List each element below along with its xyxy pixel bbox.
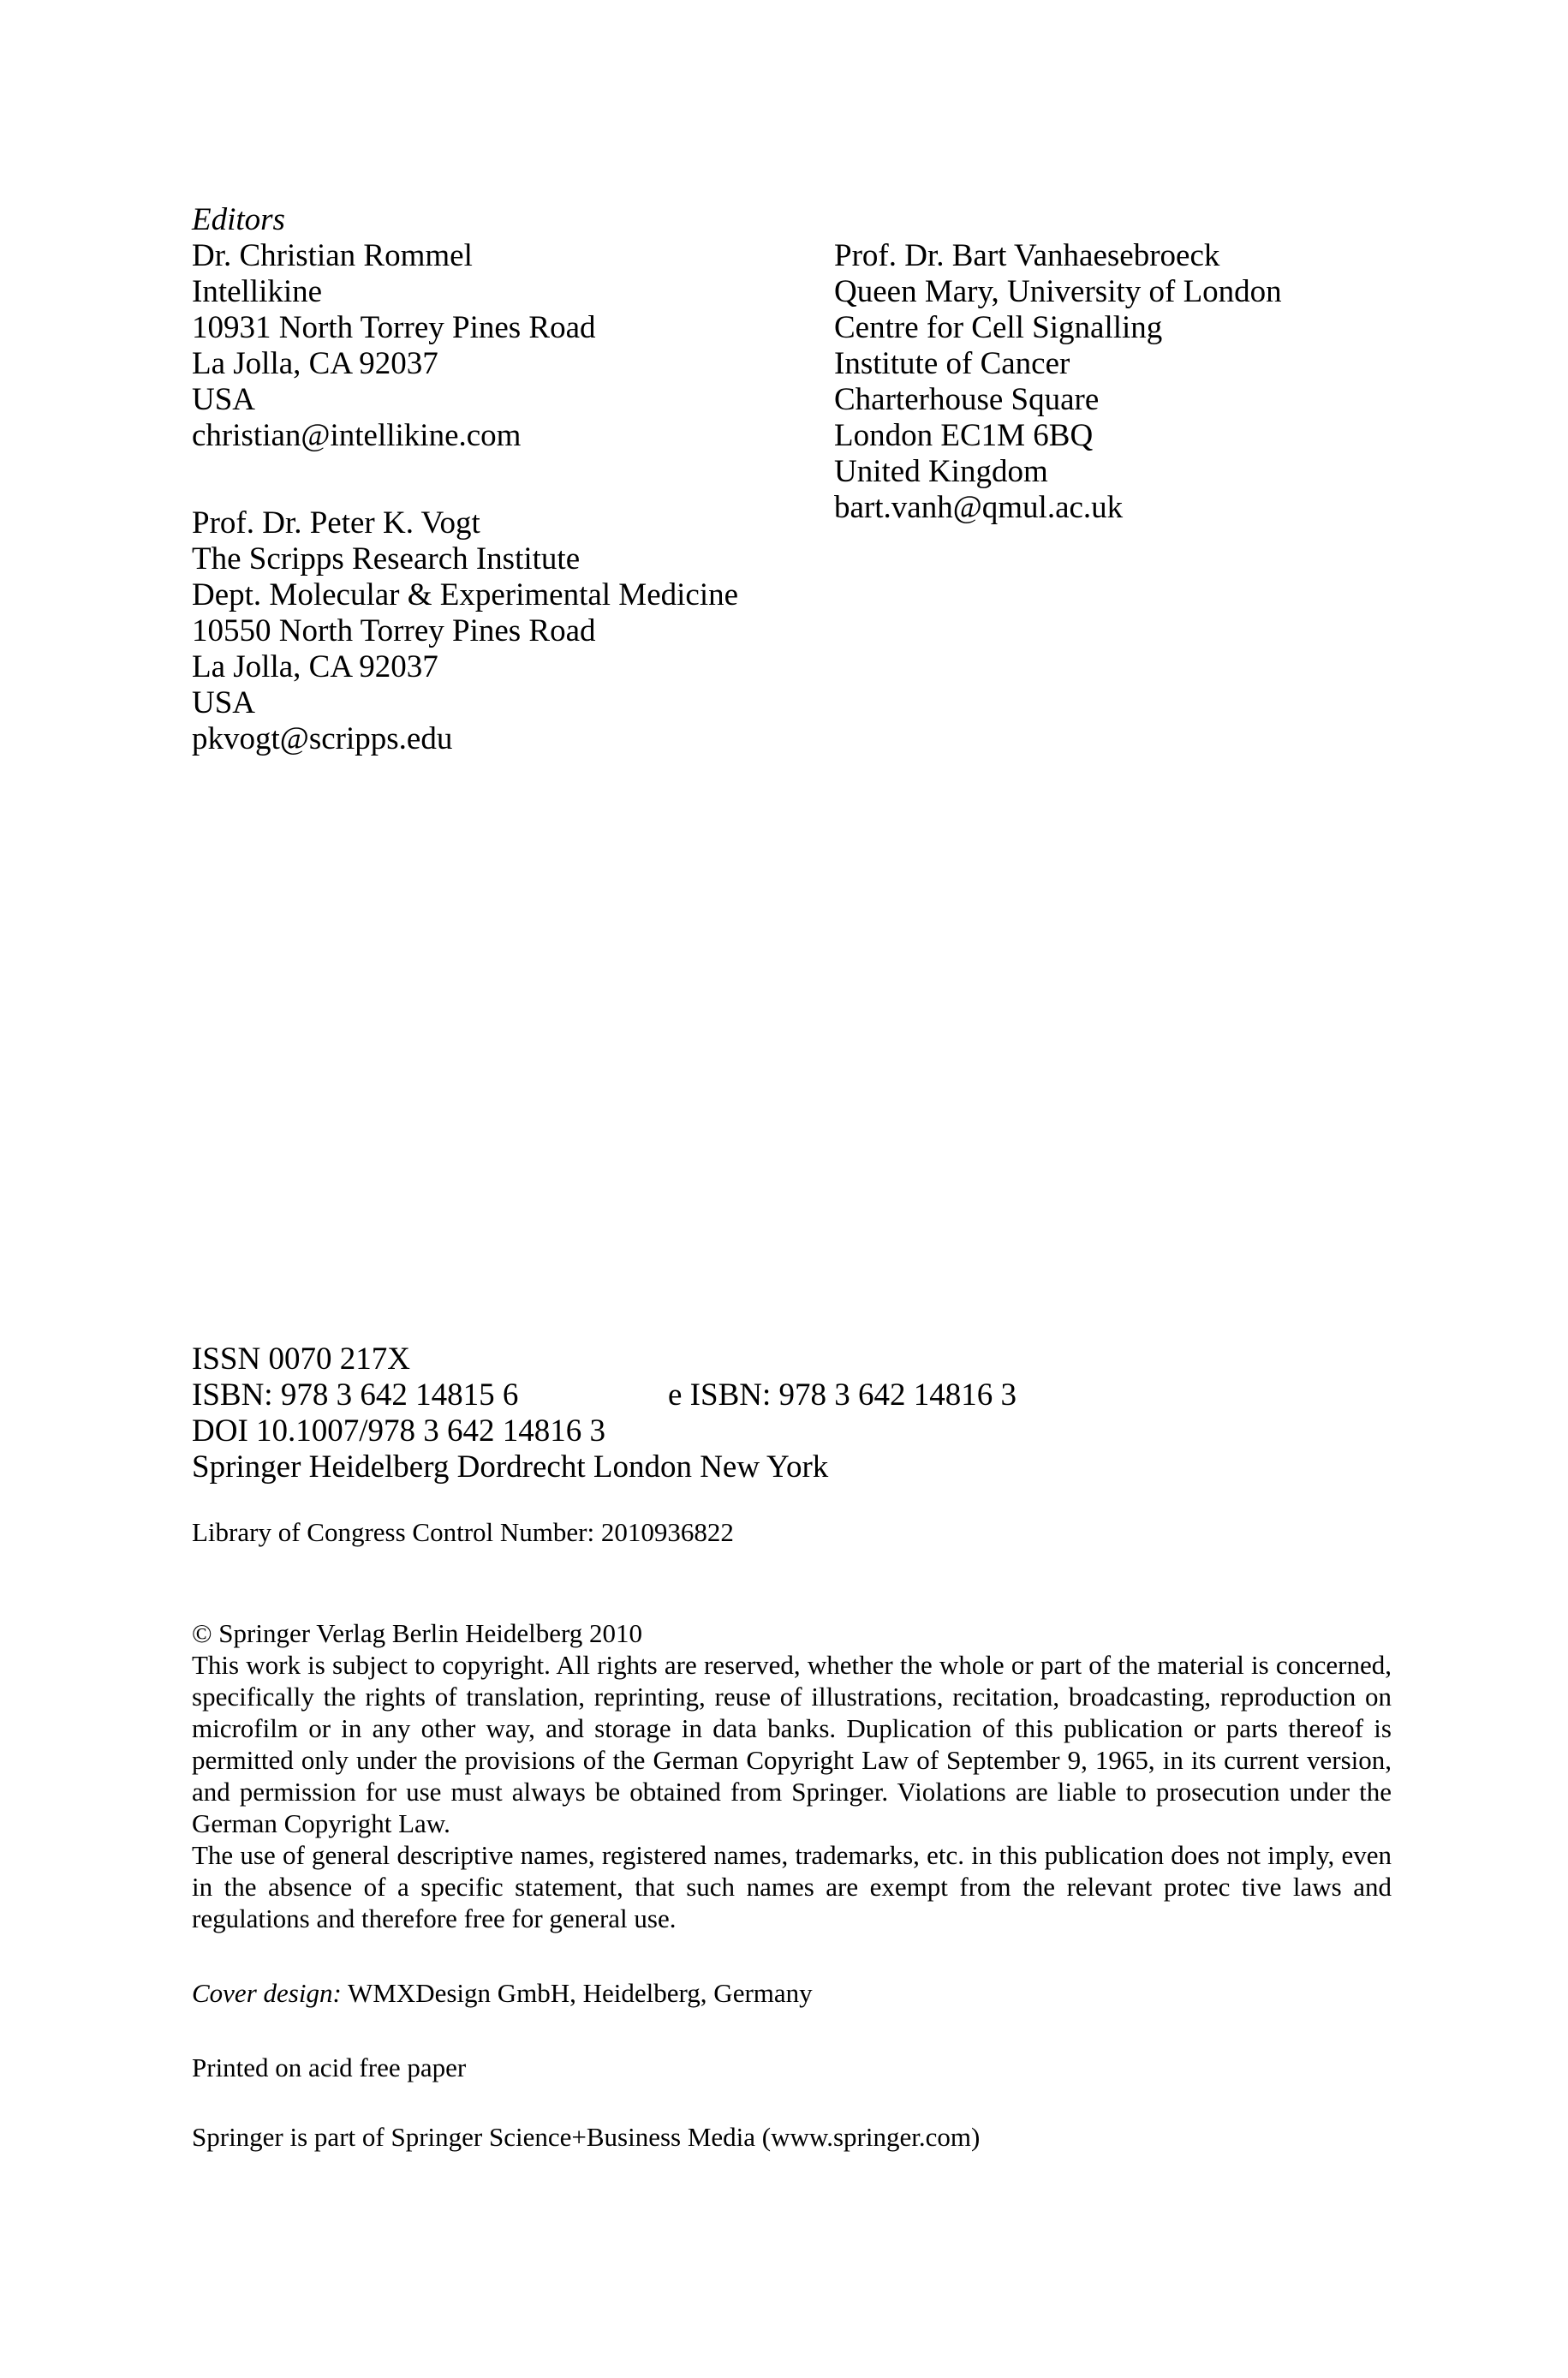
editor-address-vogt <box>192 505 738 757</box>
library-of-congress-number: Library of Congress Control Number: 2010936822 <box>192 1517 734 1547</box>
editor-email: christian@intellikine.com <box>192 418 522 453</box>
trademark-paragraph: The use of general descriptive names, registered names, trademarks, etc. in this publication does not imply, even in the absence of a specific statement, that such names are exempt from the relevant protec tive laws and regulations and therefore free for general use. <box>192 1840 1392 1933</box>
springer-part-line: Springer is part of Springer Science+Business Media (www.springer.com) <box>192 2122 981 2152</box>
editor-affiliation: Queen Mary, University of London <box>834 274 1282 309</box>
editors-heading: Editors <box>192 202 285 237</box>
editor-address-vanhaesebroeck <box>834 238 1282 526</box>
editor-department: Dept. Molecular & Experimental Medicine <box>192 577 739 612</box>
cover-design-label: Cover design: <box>192 1978 342 2008</box>
editor-street: 10931 North Torrey Pines Road <box>192 310 596 345</box>
editor-street: 10550 North Torrey Pines Road <box>192 613 596 648</box>
editor-affiliation: The Scripps Research Institute <box>192 541 581 577</box>
doi-line: DOI 10.1007/978 3 642 14816 3 <box>192 1413 606 1449</box>
editor-email: bart.vanh@qmul.ac.uk <box>834 490 1124 525</box>
cover-design-line <box>192 1977 813 2009</box>
copyright-paragraph: This work is subject to copyright. All rights are reserved, whether the whole or part of the material is concerned, specifically the rights of translation, reprinting, reuse of illustrations, recitation, broadcasting, reproduction on microfilm or in any other way, and storage in data banks. Duplication of this publication or parts thereof is permitted only under the provisions of the German Copyright Law of September 9, 1965, in its current version, and permission for use must always be obtained from Springer. Violations are liable to prosecution under the German Copyright Law. <box>192 1650 1392 1838</box>
issn-line: ISSN 0070 217X <box>192 1341 410 1377</box>
editor-country: USA <box>192 382 256 417</box>
editor-address-rommel <box>192 238 596 454</box>
editor-city: London EC1M 6BQ <box>834 418 1094 453</box>
editor-email: pkvogt@scripps.edu <box>192 721 453 756</box>
publisher-cities: Springer Heidelberg Dordrecht London New York <box>192 1449 829 1485</box>
isbn-line: ISBN: 978 3 642 14815 6 <box>192 1377 519 1413</box>
editor-institute: Institute of Cancer <box>834 346 1070 381</box>
editor-name: Dr. Christian Rommel <box>192 238 473 273</box>
editor-name: Prof. Dr. Peter K. Vogt <box>192 505 480 541</box>
editor-department: Centre for Cell Signalling <box>834 310 1163 345</box>
eisbn-line: e ISBN: 978 3 642 14816 3 <box>668 1377 1017 1413</box>
publication-identifiers <box>192 1341 1017 1485</box>
paper-note: Printed on acid free paper <box>192 2052 467 2082</box>
editor-city: La Jolla, CA 92037 <box>192 346 438 381</box>
editor-street: Charterhouse Square <box>834 382 1100 417</box>
editor-city: La Jolla, CA 92037 <box>192 649 438 684</box>
editor-name: Prof. Dr. Bart Vanhaesebroeck <box>834 238 1220 273</box>
editor-affiliation: Intellikine <box>192 274 323 309</box>
isbn-row <box>192 1377 1017 1413</box>
editor-country: USA <box>192 685 256 720</box>
cover-design-value: WMXDesign GmbH, Heidelberg, Germany <box>347 1978 813 2008</box>
editor-country: United Kingdom <box>834 454 1048 489</box>
copyright-section <box>192 1617 1392 1934</box>
copyright-notice: © Springer Verlag Berlin Heidelberg 2010 <box>192 1618 643 1648</box>
